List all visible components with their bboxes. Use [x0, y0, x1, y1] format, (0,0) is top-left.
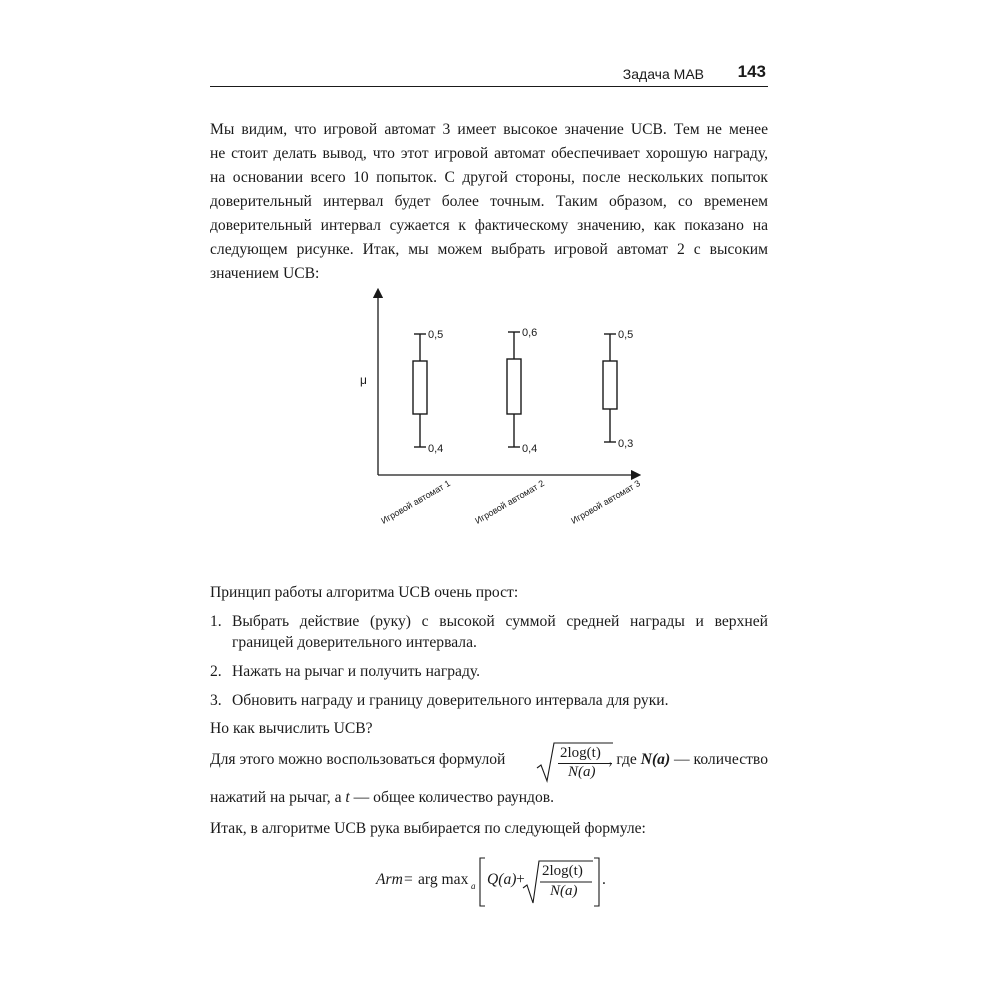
ci-upper-label: 0,5 [428, 329, 444, 341]
text-line: не стоит делать вывод, что этот игровой автомат обеспечивает хорошую награду, [210, 145, 768, 162]
sqrt-denominator: N(a) [568, 764, 596, 780]
list-item [210, 690, 768, 711]
formula-line [210, 740, 768, 784]
text-line: Нажать на рычаг и получить награду. [232, 663, 481, 680]
x-tick-label: Игровой автомат 2 [473, 478, 546, 526]
ci-lower-label: 0,4 [522, 443, 538, 455]
text-line: границей доверительного интервала. [232, 634, 477, 651]
question-text: Но как вычислить UCB? [210, 720, 373, 737]
ci-upper-label: 0,5 [618, 329, 634, 341]
list-number: 3. [210, 692, 222, 709]
principle-intro: Принцип работы алгоритма UCB очень прост: [210, 584, 519, 601]
running-header [210, 62, 768, 87]
list-item [210, 611, 768, 653]
page-number: 143 [737, 62, 766, 81]
sqrt-formula [536, 740, 614, 784]
confidence-interval-chart [330, 285, 660, 545]
formula-after-suffix: — количество [670, 751, 768, 768]
arm-formula [376, 854, 626, 910]
arm-denominator: N(a) [550, 883, 578, 899]
x-tick-label: Игровой автомат 3 [569, 478, 642, 526]
list-number: 2. [210, 663, 222, 680]
y-axis-label: μ [360, 373, 367, 387]
text-line: доверительный интервал будет более точным. Таким образом, со временем [210, 193, 768, 210]
cont-prefix: нажатий на рычаг, а [210, 789, 346, 806]
sqrt-numerator: 2log(t) [560, 745, 601, 761]
arm-dot: . [602, 871, 606, 888]
x-tick-label: Игровой автомат 1 [379, 478, 452, 526]
paragraph-intro [210, 118, 768, 286]
formula-trail-text [609, 751, 768, 769]
text-line: значением UCB: [210, 265, 320, 282]
chart-svg [330, 285, 660, 545]
arm-lhs: Arm [376, 871, 403, 888]
formula-lead-text: Для этого можно воспользоваться формулой [210, 751, 506, 768]
ci-upper-label: 0,6 [522, 327, 538, 339]
arm-q: Q(a) [487, 871, 517, 888]
formula-var-na: N(a) [640, 751, 671, 768]
arm-sub: a [471, 881, 476, 891]
steps-list [210, 611, 768, 719]
arm-intro-text: Итак, в алгоритме UCB рука выбирается по следующей формуле: [210, 820, 646, 837]
ci-lower-label: 0,4 [428, 443, 444, 455]
text-line: Выбрать действие (руку) с высокой суммой средней награды и верхней [232, 613, 768, 630]
arm-eq: = [404, 871, 413, 888]
running-title: Задача MAB [622, 66, 704, 82]
ci-box [603, 361, 617, 409]
cont-suffix: — общее количество раундов. [349, 789, 555, 806]
text-line: Обновить награду и границу доверительного интервала для руки. [232, 692, 669, 709]
list-number: 1. [210, 613, 222, 630]
text-line: следующем рисунке. Итак, мы можем выбрать игровой автомат 2 с высоким [210, 241, 768, 258]
arm-numerator: 2log(t) [542, 863, 583, 879]
text-line: доверительный интервал сужается к фактическому значению, как показано на [210, 217, 768, 234]
arm-plus: + [516, 871, 525, 888]
arm-argmax: arg max [418, 871, 469, 888]
list-item [210, 661, 768, 682]
formula-continuation [210, 786, 768, 810]
formula-after-prefix: , где [608, 751, 641, 768]
ci-lower-label: 0,3 [618, 438, 634, 450]
cont-var-t: t [345, 789, 350, 806]
text-line: на основании всего 10 попыток. С другой стороны, после нескольких попыток [210, 169, 768, 186]
text-line: Мы видим, что игровой автомат 3 имеет высокое значение UCB. Тем не менее [210, 121, 768, 138]
ci-box [413, 361, 427, 414]
ci-box [507, 359, 521, 414]
